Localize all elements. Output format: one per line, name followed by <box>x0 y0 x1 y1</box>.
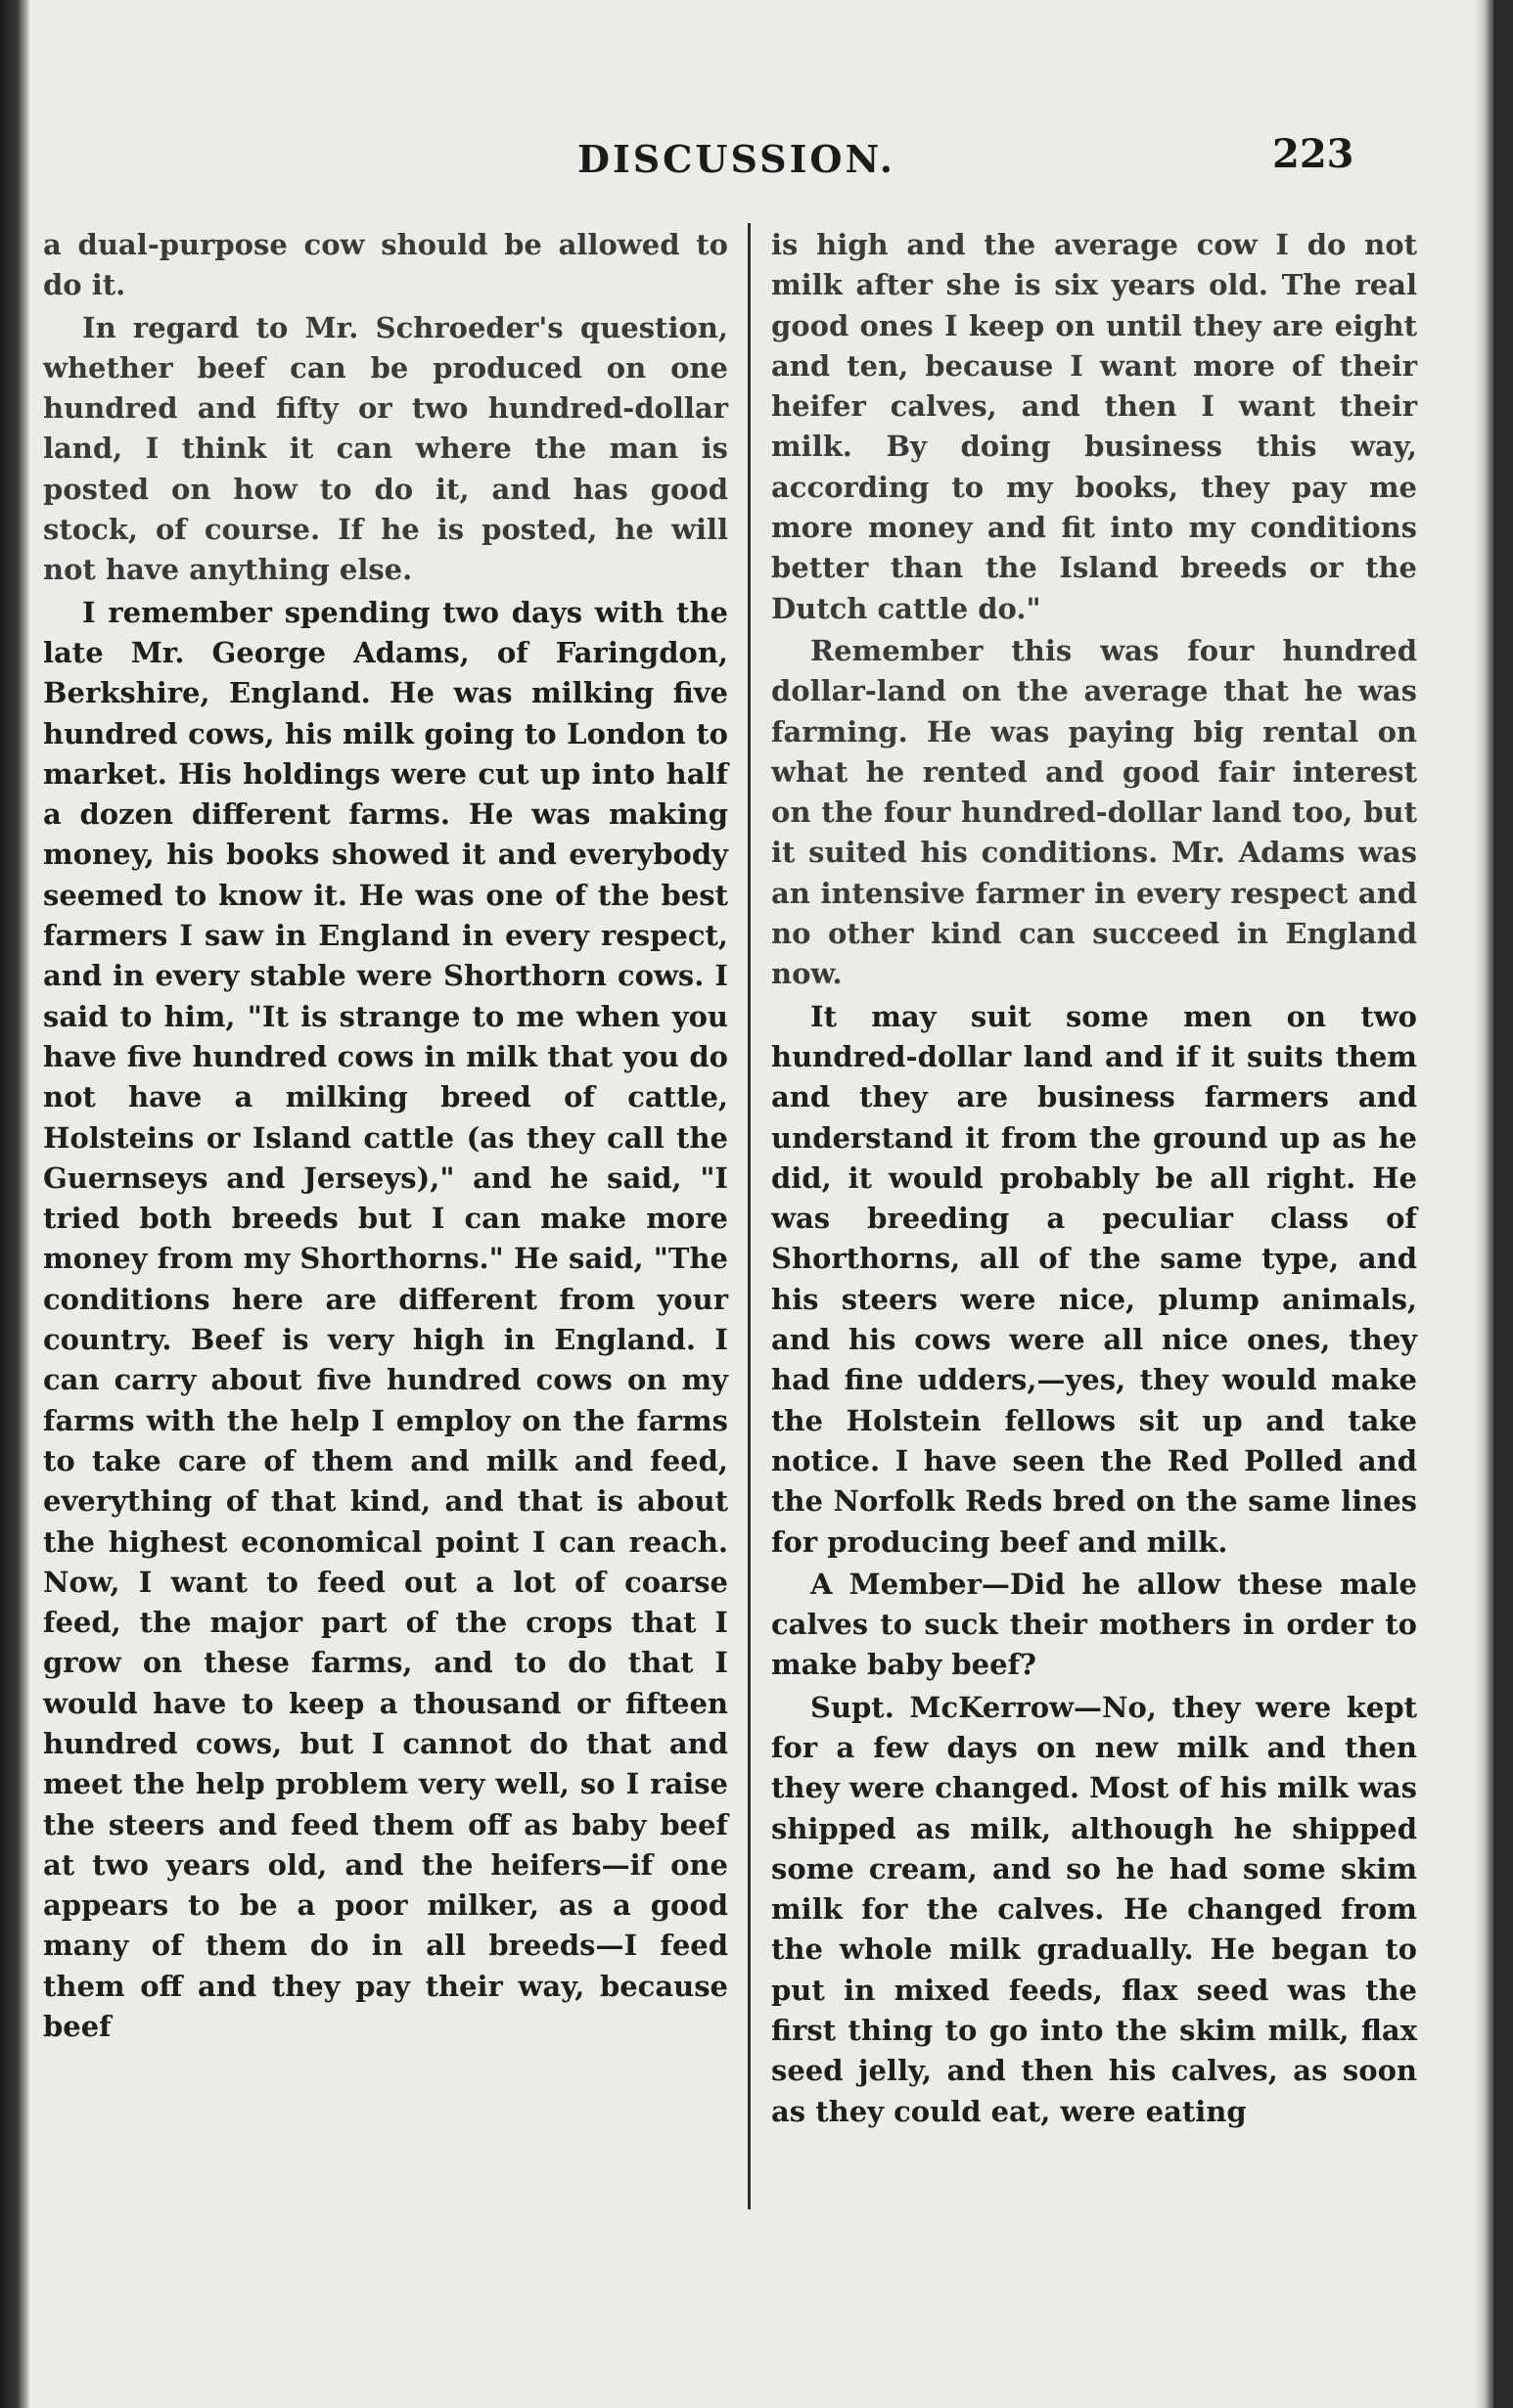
page-right-edge <box>1474 0 1493 2408</box>
page-binding-edge <box>0 0 29 2408</box>
paragraph: It may suit some men on two hundred-dollar land and if it suits them and they are business farmers and understand it from the ground up as he did, it would probably be all right. He was breeding a peculiar class of Shorthorns, all of the same type, and his steers were nice, plump animals, and his cows were all nice ones, they had fine udders,—yes, they would make the Holstein fellows sit up and take notice. I have seen the Red Polled and the Norfolk Reds bred on the same lines for producing beef and milk. <box>771 999 1417 1559</box>
book-page <box>29 0 1493 2408</box>
paragraph: Remember this was four hundred dollar-land on the average that he was farming. He was paying big rental on what he rented and good fair interest on the four hundred-dollar land too, but it suited his conditions. Mr. Adams was an intensive farmer in every respect and no other kind can succeed in England now. <box>771 633 1417 991</box>
page-header <box>29 131 1493 196</box>
page-number: 223 <box>1272 131 1354 177</box>
paragraph: is high and the average cow I do not milk after she is six years old. The real good ones I keep on until they are eight and ten, because I want more of their heifer calves, and then I want their milk. By doing business this way, according to my books, they pay me more money and fit into my conditions better than the Island breeds or the Dutch cattle do." <box>771 228 1417 625</box>
left-column <box>43 225 728 2047</box>
paragraph: Supt. McKerrow—No, they were kept for a few days on new milk and then they were changed. Most of his milk was shipped as milk, although he shipped some cream, and so he had some skim milk for the calves. He changed from the whole milk gradually. He began to put in mixed feeds, flax seed was the first thing to go into the skim milk, flax seed jelly, and then his calves, as soon as they could eat, were eating <box>771 1690 1417 2128</box>
paragraph: a dual-purpose cow should be allowed to do it. <box>43 228 728 302</box>
paragraph: In regard to Mr. Schroeder's question, whether beef can be produced on one hundred and fifty or two hundred-dollar land, I think it can where the man is posted on how to do it, and has good stock, of course. If he is posted, he will not have anything else. <box>43 310 728 587</box>
column-divider <box>748 223 751 2209</box>
paragraph: I remember spending two days with the late Mr. George Adams, of Faringdon, Berkshire, England. He was milking five hundred cows, his milk going to London to market. His holdings were cut up into half a dozen different farms. He was making money, his books showed it and everybody seemed to know it. He was one of the best farmers I saw in England in every respect, and in every stable were Shorthorn cows. I said to him, "It is strange to me when you have five hundred cows in milk that you do not have a milking breed of cattle, Holsteins or Island cattle (as they call the Guernseys and Jerseys)," and he said, "I tried both breeds but I can make more money from my Shorthorns." He said, "The conditions here are different from your country. Beef is very high in England. I can carry about five hundred cows on my farms with the help I employ on the farms to take care of them and milk and feed, everything of that kind, and that is about the highest economical point I can reach. Now, I want to feed out a lot of coarse feed, the major part of the crops that I grow on these farms, and to do that I would have to keep a thousand or fifteen hundred cows, but I cannot do that and meet the help problem very well, so I raise the steers and feed them off as baby beef at two years old, and the heifers—if one appears to be a poor milker, as a good many of them do in all breeds—I feed them off and they pay their way, because beef <box>43 595 728 2044</box>
running-title: DISCUSSION. <box>577 137 896 181</box>
paragraph: A Member—Did he allow these male calves to suck their mothers in order to make baby beef? <box>771 1567 1417 1682</box>
right-column <box>771 225 1417 2132</box>
